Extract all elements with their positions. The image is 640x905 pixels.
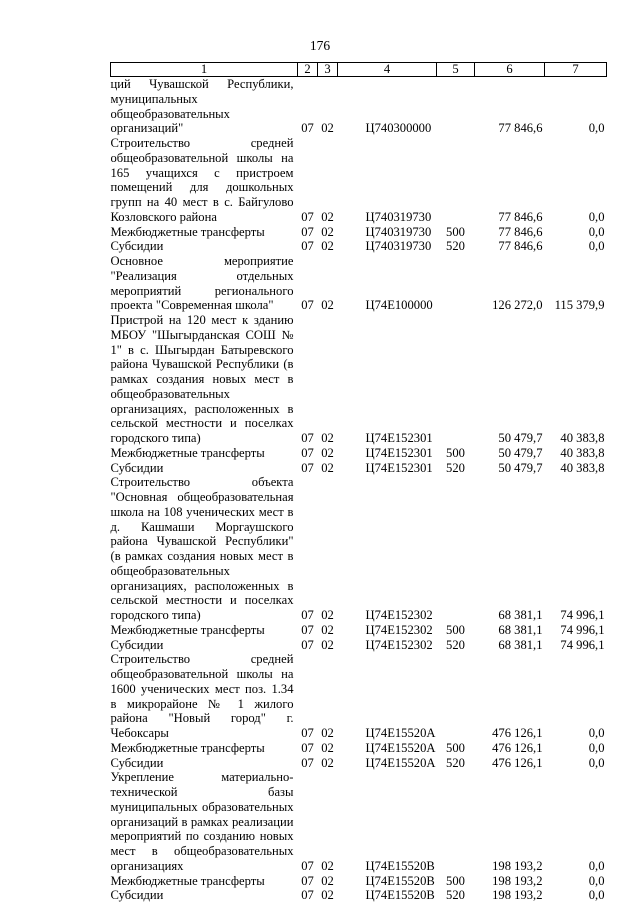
row-subsection: 02 — [321, 431, 334, 445]
row-amount-year-2: 115 379,9 — [554, 298, 605, 313]
row-expense-type — [437, 770, 475, 873]
row-amount-year-1: 476 126,1 — [492, 755, 543, 770]
row-amount-year-2: 40 383,8 — [560, 460, 605, 475]
row-section: 07 — [301, 888, 314, 903]
row-section: 07 — [301, 460, 314, 475]
table-row — [111, 475, 607, 623]
table-row — [111, 770, 607, 873]
row-section: 07 — [301, 755, 314, 770]
row-amount-year-2: 0,0 — [588, 224, 605, 239]
row-section: 07 — [301, 622, 314, 637]
row-amount-year-1: 50 479,7 — [498, 445, 543, 460]
table-row — [111, 461, 607, 476]
row-target-article: Ц74E152301 — [365, 431, 433, 445]
row-name: Межбюджетные трансферты — [110, 445, 265, 460]
row-expense-type: 520 — [446, 637, 465, 652]
row-subsection: 02 — [321, 873, 334, 888]
row-name: Основное мероприятие "Реализация отдельных мероприятий регионального проекта "Современная школа" — [110, 254, 294, 313]
row-amount-year-2: 0,0 — [588, 121, 605, 136]
row-amount-year-2: 74 996,1 — [560, 637, 605, 652]
row-subsection: 02 — [321, 622, 334, 637]
row-name: Укрепление материально-технической базы муниципальных образовательных организаций в рамках реализации мероприятий по созданию новых мест в общеобразовательных организациях — [110, 770, 294, 873]
page-number: 176 — [309, 38, 331, 53]
table-row — [111, 446, 607, 461]
row-target-article: Ц740319730 — [365, 224, 432, 239]
row-name: Субсидии — [110, 888, 164, 903]
row-target-article: Ц74E15520A — [365, 740, 436, 755]
table-row — [111, 254, 607, 313]
row-subsection: 02 — [321, 121, 334, 136]
row-amount-year-1: 68 381,1 — [498, 637, 543, 652]
row-subsection: 02 — [321, 460, 334, 475]
row-target-article: Ц74E152302 — [365, 622, 433, 637]
row-name: Строительство средней общеобразовательной школы на 165 учащихся с пристроем помещений для дошкольных групп на 40 мест в с. Байгулово Козловского района — [110, 136, 294, 224]
row-expense-type — [437, 136, 475, 225]
row-section: 07 — [301, 726, 314, 740]
row-amount-year-1: 476 126,1 — [492, 726, 543, 740]
header-col-1: 1 — [111, 63, 298, 77]
row-section: 07 — [301, 224, 314, 239]
row-expense-type: 520 — [446, 755, 465, 770]
row-name: Субсидии — [110, 460, 164, 475]
row-amount-year-1: 68 381,1 — [498, 608, 543, 622]
row-name: Межбюджетные трансферты — [110, 740, 265, 755]
row-section: 07 — [301, 873, 314, 888]
row-expense-type: 500 — [446, 445, 465, 460]
row-amount-year-2: 0,0 — [588, 873, 605, 888]
row-target-article: Ц74E15520A — [365, 755, 436, 770]
row-subsection: 02 — [321, 239, 334, 254]
table-row — [111, 874, 607, 889]
row-amount-year-1: 198 193,2 — [492, 888, 543, 903]
row-subsection: 02 — [321, 637, 334, 652]
row-expense-type: 500 — [446, 224, 465, 239]
row-section: 07 — [301, 858, 314, 873]
row-amount-year-2: 0,0 — [588, 726, 605, 740]
row-expense-type — [437, 77, 475, 137]
row-expense-type: 520 — [446, 888, 465, 903]
row-amount-year-2: 0,0 — [588, 209, 605, 224]
row-subsection: 02 — [321, 755, 334, 770]
row-section: 07 — [301, 209, 314, 224]
row-target-article: Ц74E15520A — [365, 726, 436, 740]
row-target-article: Ц74E152301 — [365, 445, 433, 460]
table-row — [111, 888, 607, 903]
row-target-article: Ц740319730 — [365, 239, 432, 254]
row-amount-year-2: 0,0 — [588, 858, 605, 873]
row-amount-year-2: 0,0 — [588, 888, 605, 903]
row-subsection: 02 — [321, 445, 334, 460]
table-row — [111, 638, 607, 653]
row-target-article: Ц740319730 — [365, 209, 432, 224]
header-col-7: 7 — [545, 63, 607, 77]
row-amount-year-2: 0,0 — [588, 755, 605, 770]
row-target-article: Ц74E152302 — [365, 608, 433, 622]
row-subsection: 02 — [321, 726, 334, 740]
row-expense-type — [437, 475, 475, 623]
row-amount-year-2: 40 383,8 — [560, 445, 605, 460]
header-col-4: 4 — [338, 63, 437, 77]
row-expense-type — [437, 313, 475, 446]
row-target-article: Ц74E15520B — [365, 873, 435, 888]
table-row — [111, 652, 607, 741]
table-row — [111, 77, 607, 137]
row-subsection: 02 — [321, 888, 334, 903]
table-row — [111, 313, 607, 446]
row-name: Межбюджетные трансферты — [110, 224, 265, 239]
row-name: ций Чувашской Республики, муниципальных общеобразовательных организаций" — [110, 77, 294, 136]
table-body — [111, 77, 607, 904]
row-section: 07 — [301, 445, 314, 460]
row-expense-type: 500 — [446, 873, 465, 888]
row-subsection: 02 — [321, 298, 334, 313]
row-amount-year-1: 77 846,6 — [498, 224, 543, 239]
row-target-article: Ц74E100000 — [365, 298, 433, 313]
row-target-article: Ц74E152301 — [365, 460, 433, 475]
row-target-article: Ц74E15520B — [365, 858, 435, 873]
row-amount-year-2: 40 383,8 — [560, 431, 605, 445]
table-row — [111, 136, 607, 225]
row-section: 07 — [301, 298, 314, 313]
table-row — [111, 756, 607, 771]
row-amount-year-2: 74 996,1 — [560, 608, 605, 622]
row-amount-year-1: 126 272,0 — [492, 298, 543, 313]
table-header — [111, 63, 607, 77]
row-subsection: 02 — [321, 608, 334, 622]
row-section: 07 — [301, 608, 314, 622]
row-amount-year-2: 74 996,1 — [560, 622, 605, 637]
row-name: Строительство средней общеобразовательной школы на 1600 ученических мест поз. 1.34 в микрорайоне № 1 жилого района "Новый город" г. Чебоксары — [110, 652, 294, 740]
row-subsection: 02 — [321, 740, 334, 755]
row-amount-year-1: 50 479,7 — [498, 460, 543, 475]
row-subsection: 02 — [321, 224, 334, 239]
row-amount-year-2: 0,0 — [588, 239, 605, 254]
row-expense-type: 500 — [446, 622, 465, 637]
row-section: 07 — [301, 239, 314, 254]
row-expense-type — [437, 652, 475, 741]
row-amount-year-1: 77 846,6 — [498, 239, 543, 254]
budget-table — [110, 62, 607, 903]
header-col-5: 5 — [437, 63, 475, 77]
row-amount-year-1: 198 193,2 — [492, 873, 543, 888]
row-amount-year-1: 77 846,6 — [498, 209, 543, 224]
row-subsection: 02 — [321, 858, 334, 873]
row-section: 07 — [301, 637, 314, 652]
row-name: Межбюджетные трансферты — [110, 622, 265, 637]
header-col-3: 3 — [318, 63, 338, 77]
row-section: 07 — [301, 740, 314, 755]
row-subsection: 02 — [321, 209, 334, 224]
row-amount-year-2: 0,0 — [588, 740, 605, 755]
row-expense-type: 520 — [446, 239, 465, 254]
table-row — [111, 225, 607, 240]
row-expense-type: 500 — [446, 740, 465, 755]
row-target-article: Ц74E152302 — [365, 637, 433, 652]
header-col-6: 6 — [475, 63, 545, 77]
row-name: Межбюджетные трансферты — [110, 873, 265, 888]
row-amount-year-1: 50 479,7 — [498, 431, 543, 445]
row-amount-year-1: 198 193,2 — [492, 858, 543, 873]
row-name: Субсидии — [110, 755, 164, 770]
table-row — [111, 741, 607, 756]
row-section: 07 — [301, 431, 314, 445]
header-col-2: 2 — [298, 63, 318, 77]
row-expense-type — [437, 254, 475, 313]
row-amount-year-1: 77 846,6 — [498, 121, 543, 136]
row-target-article: Ц74E15520B — [365, 888, 435, 903]
row-target-article: Ц740300000 — [365, 121, 432, 136]
row-name: Пристрой на 120 мест к зданию МБОУ "Шыгырданская СОШ № 1" в с. Шыгырдан Батыревского района Чувашской Республики (в рамках создания новых мест в общеобразовательных организациях, расположенных в сельской местности и поселках городского типа) — [110, 313, 294, 445]
row-name: Субсидии — [110, 239, 164, 254]
row-section: 07 — [301, 121, 314, 136]
row-expense-type: 520 — [446, 460, 465, 475]
row-amount-year-1: 476 126,1 — [492, 740, 543, 755]
table-row — [111, 623, 607, 638]
row-name: Субсидии — [110, 637, 164, 652]
table-row — [111, 239, 607, 254]
row-name: Строительство объекта "Основная общеобразовательная школа на 108 ученических мест в д. Кашмаши Моргаушского района Чувашской Республики" (в рамках создания новых мест в общеобразовательных организациях, расположенных в сельской местности и поселках городского типа) — [110, 475, 294, 622]
row-amount-year-1: 68 381,1 — [498, 622, 543, 637]
